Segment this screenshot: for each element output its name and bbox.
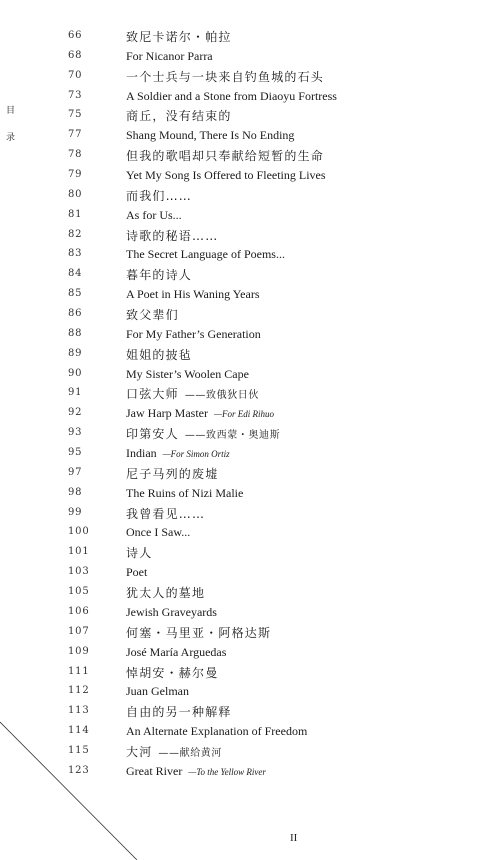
toc-page-number: 98 (68, 486, 83, 498)
toc-page-number: 101 (68, 546, 90, 558)
toc-title-text: Yet My Song Is Offered to Fleeting Lives (126, 168, 326, 183)
toc-page-number: 85 (68, 288, 83, 300)
toc-dedication: —For Edi Rihuo (213, 409, 274, 420)
toc-title-text: 犹太人的墓地 (126, 586, 206, 601)
toc-title-text: The Secret Language of Poems... (126, 247, 285, 262)
toc-title-text: Indian (126, 446, 157, 461)
toc-page-number: 105 (68, 586, 90, 598)
toc-title-text: 印第安人 (126, 427, 179, 442)
toc-page-number: 90 (68, 367, 83, 379)
toc-dedication: ——致西蒙・奥迪斯 (184, 430, 281, 442)
toc-page-number: 107 (68, 625, 90, 637)
toc-title-text: For Nicanor Parra (126, 48, 213, 63)
toc-page-number: 83 (68, 248, 83, 260)
toc-title-text: My Sister’s Woolen Cape (126, 366, 249, 381)
toc-dedication: ——致俄狄日伙 (184, 390, 260, 402)
toc-title-text: 暮年的诗人 (126, 268, 193, 283)
toc-page-number: 68 (68, 49, 83, 61)
toc-page-number: 79 (68, 169, 83, 181)
toc-page-number: 93 (68, 427, 83, 439)
toc-title-text: The Ruins of Nizi Malie (126, 485, 244, 500)
toc-title-text: A Poet in His Waning Years (126, 287, 260, 302)
toc-title-text: 诗歌的秘语…… (126, 228, 219, 243)
toc-page-number: 84 (68, 268, 83, 280)
toc-title-text: 尼子马列的废墟 (126, 466, 219, 481)
toc-title-text: 但我的歌唱却只奉献给短暂的生命 (126, 149, 325, 164)
sidebar-label-lu: 录 (6, 133, 16, 143)
toc-title-text: 商丘，没有结束的 (126, 109, 232, 124)
toc-title-text: Jewish Graveyards (126, 604, 217, 619)
toc-page-number: 91 (68, 387, 83, 399)
toc-title-text: 何塞・马里亚・阿格达斯 (126, 625, 272, 640)
toc-title-text: Poet (126, 565, 148, 580)
toc-title-text: 大河 (126, 744, 153, 759)
toc-page-number: 70 (68, 69, 83, 81)
toc-title-text: Shang Mound, There Is No Ending (126, 128, 295, 143)
page-number: II (290, 832, 298, 844)
toc-title-text: A Soldier and a Stone from Diaoyu Fortress (126, 88, 337, 103)
toc-page-number: 113 (68, 705, 90, 717)
toc-title-text: 致父辈们 (126, 308, 179, 323)
toc-page-number: 92 (68, 407, 83, 419)
toc-title-text: For My Father’s Generation (126, 326, 261, 341)
toc-title-text: Juan Gelman (126, 684, 189, 699)
toc-title-text: 悼胡安・赫尔曼 (126, 665, 219, 680)
toc-title-text: 我曾看见…… (126, 506, 206, 521)
toc-dedication: ——献给黄河 (158, 747, 223, 759)
sidebar-label-mu: 目 (6, 106, 16, 116)
toc-title-text: 致尼卡诺尔・帕拉 (126, 30, 232, 44)
toc-title-text: 一个士兵与一块来自钓鱼城的石头 (126, 69, 325, 84)
toc-page-number: 89 (68, 347, 83, 359)
toc-page-number: 80 (68, 188, 83, 200)
toc-title-text: 诗人 (126, 546, 153, 561)
toc-page-number: 77 (68, 129, 83, 141)
toc-page-number: 78 (68, 149, 83, 161)
toc-dedication: —For Simon Ortiz (162, 449, 230, 460)
toc-page-number: 86 (68, 308, 83, 320)
toc-page-number: 111 (68, 665, 90, 677)
toc-title-text: 而我们…… (126, 188, 193, 203)
toc-title-text: José María Arguedas (126, 644, 227, 659)
toc-page-number: 66 (68, 30, 83, 41)
toc-page-number: 88 (68, 327, 83, 339)
toc-dedication: —To the Yellow River (188, 766, 266, 777)
toc-page-number: 73 (68, 89, 83, 101)
toc-page-number: 81 (68, 208, 83, 220)
toc-title-text: 口弦大师 (126, 387, 179, 402)
toc-title-text: As for Us... (126, 207, 182, 222)
toc-page-number: 103 (68, 566, 90, 578)
toc-page-number: 123 (68, 764, 90, 776)
toc-title-text: 姐姐的披毡 (126, 347, 193, 362)
toc-page-number: 106 (68, 605, 90, 617)
toc-page-number: 95 (68, 447, 83, 459)
toc-page-number: 75 (68, 109, 83, 121)
toc-title-text: An Alternate Explanation of Freedom (126, 724, 308, 739)
toc-page-number: 112 (68, 685, 90, 697)
toc-page-number: 100 (68, 526, 90, 538)
toc-title-text: Once I Saw... (126, 525, 191, 540)
toc-title-text: Jaw Harp Master (126, 406, 208, 421)
toc-title-text: Great River (126, 763, 183, 778)
toc-page-number: 109 (68, 645, 90, 657)
toc-page-number: 97 (68, 466, 83, 478)
toc-page-number: 114 (68, 725, 90, 737)
toc-title-text: 自由的另一种解释 (126, 705, 232, 720)
toc-page-number: 115 (68, 744, 90, 756)
toc-page-number: 82 (68, 228, 83, 240)
toc-page-number: 99 (68, 506, 83, 518)
